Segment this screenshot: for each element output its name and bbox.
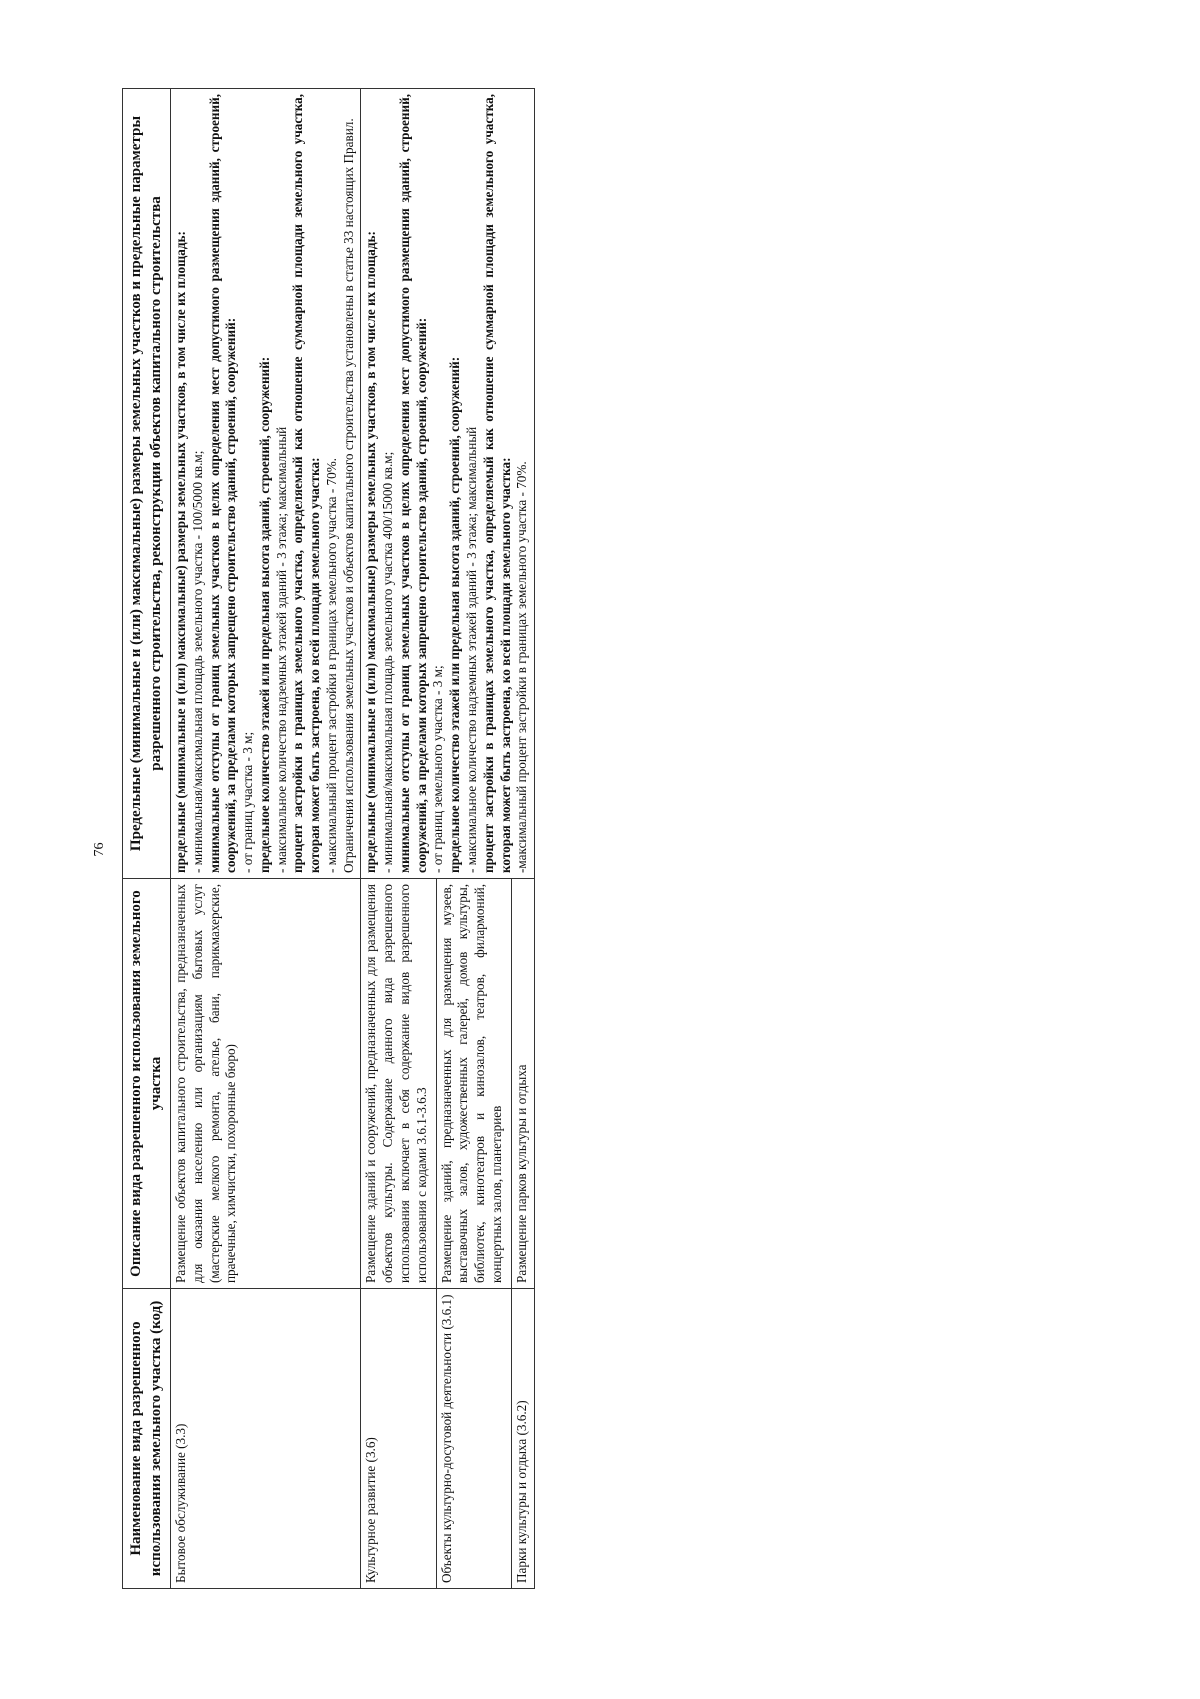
param-line: - минимальная/максимальная площадь земельного участка 400/15000 кв.м; (380, 451, 396, 873)
use-parameters (361, 89, 535, 879)
use-parameters (171, 89, 361, 879)
use-description: Размещение объектов капитального строительства, предназначенных для оказания населению или организациям бытовых услуг (мастерские мелкого ремонта, ателье, бани, парикмахерские, прачечные, химчистки, похоронные бюро) (171, 879, 361, 1289)
use-description: Размещение парков культуры и отдыха (511, 879, 534, 1289)
param-line: - минимальная/максимальная площадь земельного участка - 100/5000 кв.м; (189, 450, 205, 873)
header-description: Описание вида разрешенного использования земельного участка (123, 879, 171, 1289)
use-name: Объекты культурно-досуговой деятельности (3.6.1) (436, 1289, 511, 1589)
table-row (361, 89, 436, 1589)
table-row (171, 89, 361, 1589)
page-number: 76 (92, 842, 107, 857)
use-description: Размещение зданий, предназначенных для размещения музеев, выставочных залов, художественных галерей, домов культуры, библиотек, кинотеатров и кинозалов, театров, филармоний, концертных залов, планетариев (436, 879, 511, 1289)
param-line: - максимальное количество надземных этажей зданий - 3 этажа; максимальный (464, 426, 480, 873)
header-name: Наименование вида разрешенного использования земельного участка (код) (123, 1289, 171, 1589)
param-line: предельные (минимальные и (или) максимальные) размеры земельных участков, в том числе их площадь: (173, 231, 188, 873)
param-line: - от границ земельного участка - 3 м; (430, 665, 446, 873)
param-line: минимальные отступы от границ земельных участков в целях определения мест допустимого размещения зданий, строений, сооружений, за пределами которых запрещено строительство зданий, строений, сооружений: (396, 94, 429, 873)
param-line: предельное количество этажей или предельная высота зданий, строений, сооружений: (447, 356, 463, 873)
param-line: -максимальный процент застройки в границах земельного участка - 70%. (514, 461, 530, 873)
param-line: Ограничения использования земельных участков и объектов капитального строительства установлены в статье 33 настоящих Правил. (340, 118, 356, 873)
use-description: Размещение зданий и сооружений, предназначенных для размещения объектов культуры. Содержание данного вида разрешенного использования включает в себя содержание видов разрешенного использования с кодами 3.6.1-3.6.3 (361, 879, 436, 1289)
header-parameters: Предельные (минимальные и (или) максимальные) размеры земельных участков и предельные параметры разрешенного строительства, реконструкции объектов капитального строительства (123, 89, 171, 879)
param-line: - максимальное количество надземных этажей зданий - 3 этажа; максимальный (273, 426, 289, 873)
use-name: Парки культуры и отдыха (3.6.2) (511, 1289, 534, 1589)
use-name: Бытовое обслуживание (3.3) (171, 1289, 361, 1589)
param-line: минимальные отступы от границ земельных участков в целях определения мест допустимого размещения зданий, строений, сооружений, за пределами которых запрещено строительство зданий, строений, сооружений: (206, 94, 239, 873)
param-line: предельное количество этажей или предельная высота зданий, строений, сооружений: (256, 356, 272, 873)
use-name: Культурное развитие (3.6) (361, 1289, 436, 1589)
param-line: предельные (минимальные и (или) максимальные) размеры земельных участков, в том числе их площадь: (363, 231, 379, 873)
param-line: процент застройки в границах земельного участка, определяемый как отношение суммарной площади земельного участка, которая может быть застроена, ко всей площади земельного участка: (290, 94, 323, 873)
param-line: - от границ участка - 3 м; (240, 731, 256, 873)
param-line: - максимальный процент застройки в границах земельного участка - 70%. (323, 458, 339, 873)
table-header-row (123, 89, 171, 1589)
param-line: процент застройки в границах земельного участка, определяемый как отношение суммарной площади земельного участка, которая может быть застроена, ко всей площади земельного участка: (480, 94, 513, 873)
regulations-table (122, 88, 535, 1589)
